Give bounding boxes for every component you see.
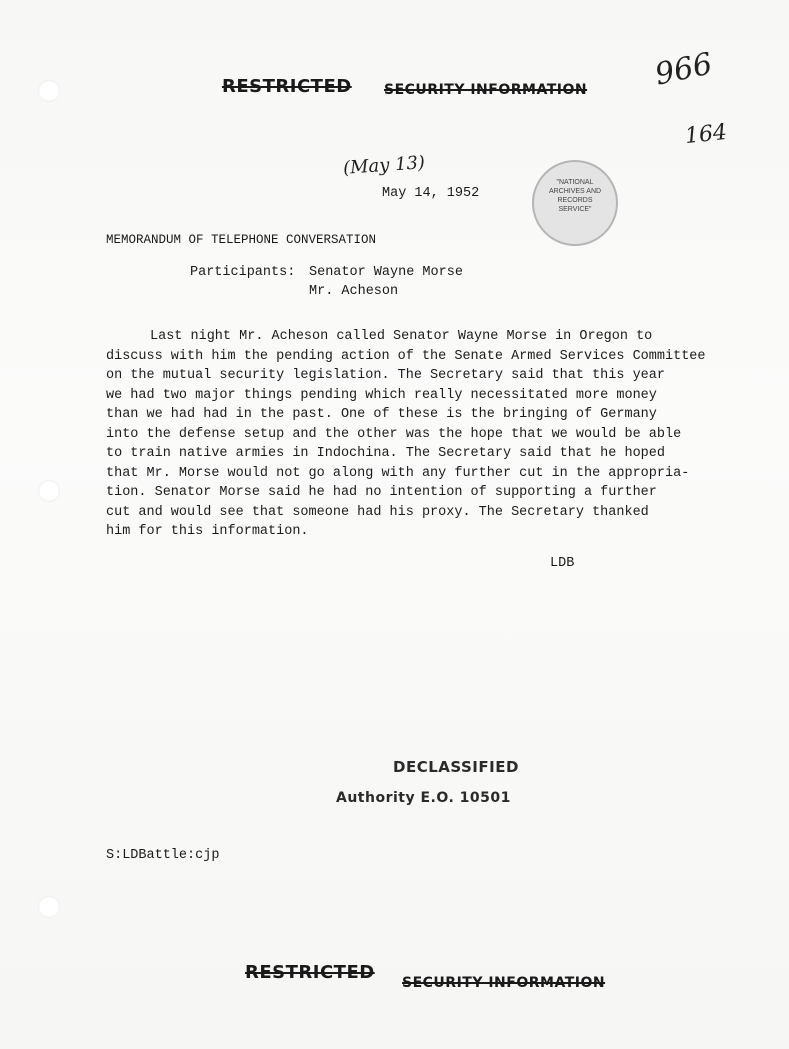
participants-label: Participants:: [190, 265, 296, 280]
handwritten-date: (May 13): [342, 152, 426, 179]
body-line: that Mr. Morse would not go along with any further cut in the appropria-: [106, 465, 690, 481]
restricted-stamp: RESTRICTED: [222, 76, 352, 97]
participant-name: Senator Wayne Morse: [309, 265, 463, 280]
body-line: him for this information.: [106, 524, 309, 539]
security-information-stamp: SECURITY INFORMATION: [384, 82, 588, 98]
memo-date: May 14, 1952: [382, 186, 480, 201]
memo-title: MEMORANDUM OF TELEPHONE CONVERSATION: [106, 233, 377, 247]
memo-body: [106, 327, 706, 542]
participant-name: Mr. Acheson: [309, 284, 399, 299]
seal-text: "NATIONAL ARCHIVES AND RECORDS SERVICE": [548, 179, 602, 213]
initials: LDB: [550, 556, 575, 571]
reference-code: S:LDBattle:cjp: [106, 848, 220, 863]
declassified-stamp: DECLASSIFIED: [393, 758, 519, 776]
declassification-authority: Authority E.O. 10501: [336, 790, 511, 806]
body-line: we had two major things pending which really necessitated more money: [106, 387, 657, 403]
punch-hole: [38, 480, 60, 502]
restricted-stamp-footer: RESTRICTED: [245, 962, 375, 983]
body-line: to train native armies in Indochina. The Secretary said that he hoped: [106, 446, 665, 461]
national-archives-seal: [532, 160, 618, 246]
body-line: Last night Mr. Acheson called Senator Wayne Morse in Oregon to: [150, 329, 653, 344]
body-line: tion. Senator Morse said he had no intention of supporting a further: [106, 485, 657, 500]
security-information-stamp-footer: SECURITY INFORMATION: [402, 975, 606, 991]
punch-hole: [38, 896, 60, 918]
body-line: than we had had in the past. One of these is the bringing of Germany: [106, 407, 657, 422]
body-line: cut and would see that someone had his proxy. The Secretary thanked: [106, 504, 649, 520]
body-line: discuss with him the pending action of the Senate Armed Services Committee: [106, 348, 706, 364]
punch-hole: [38, 80, 60, 102]
handwritten-page-number: 164: [683, 119, 729, 150]
body-line: on the mutual security legislation. The Secretary said that this year: [106, 368, 665, 383]
body-line: into the defense setup and the other was the hope that we would be able: [106, 426, 682, 442]
handwritten-document-number: 966: [651, 46, 716, 93]
